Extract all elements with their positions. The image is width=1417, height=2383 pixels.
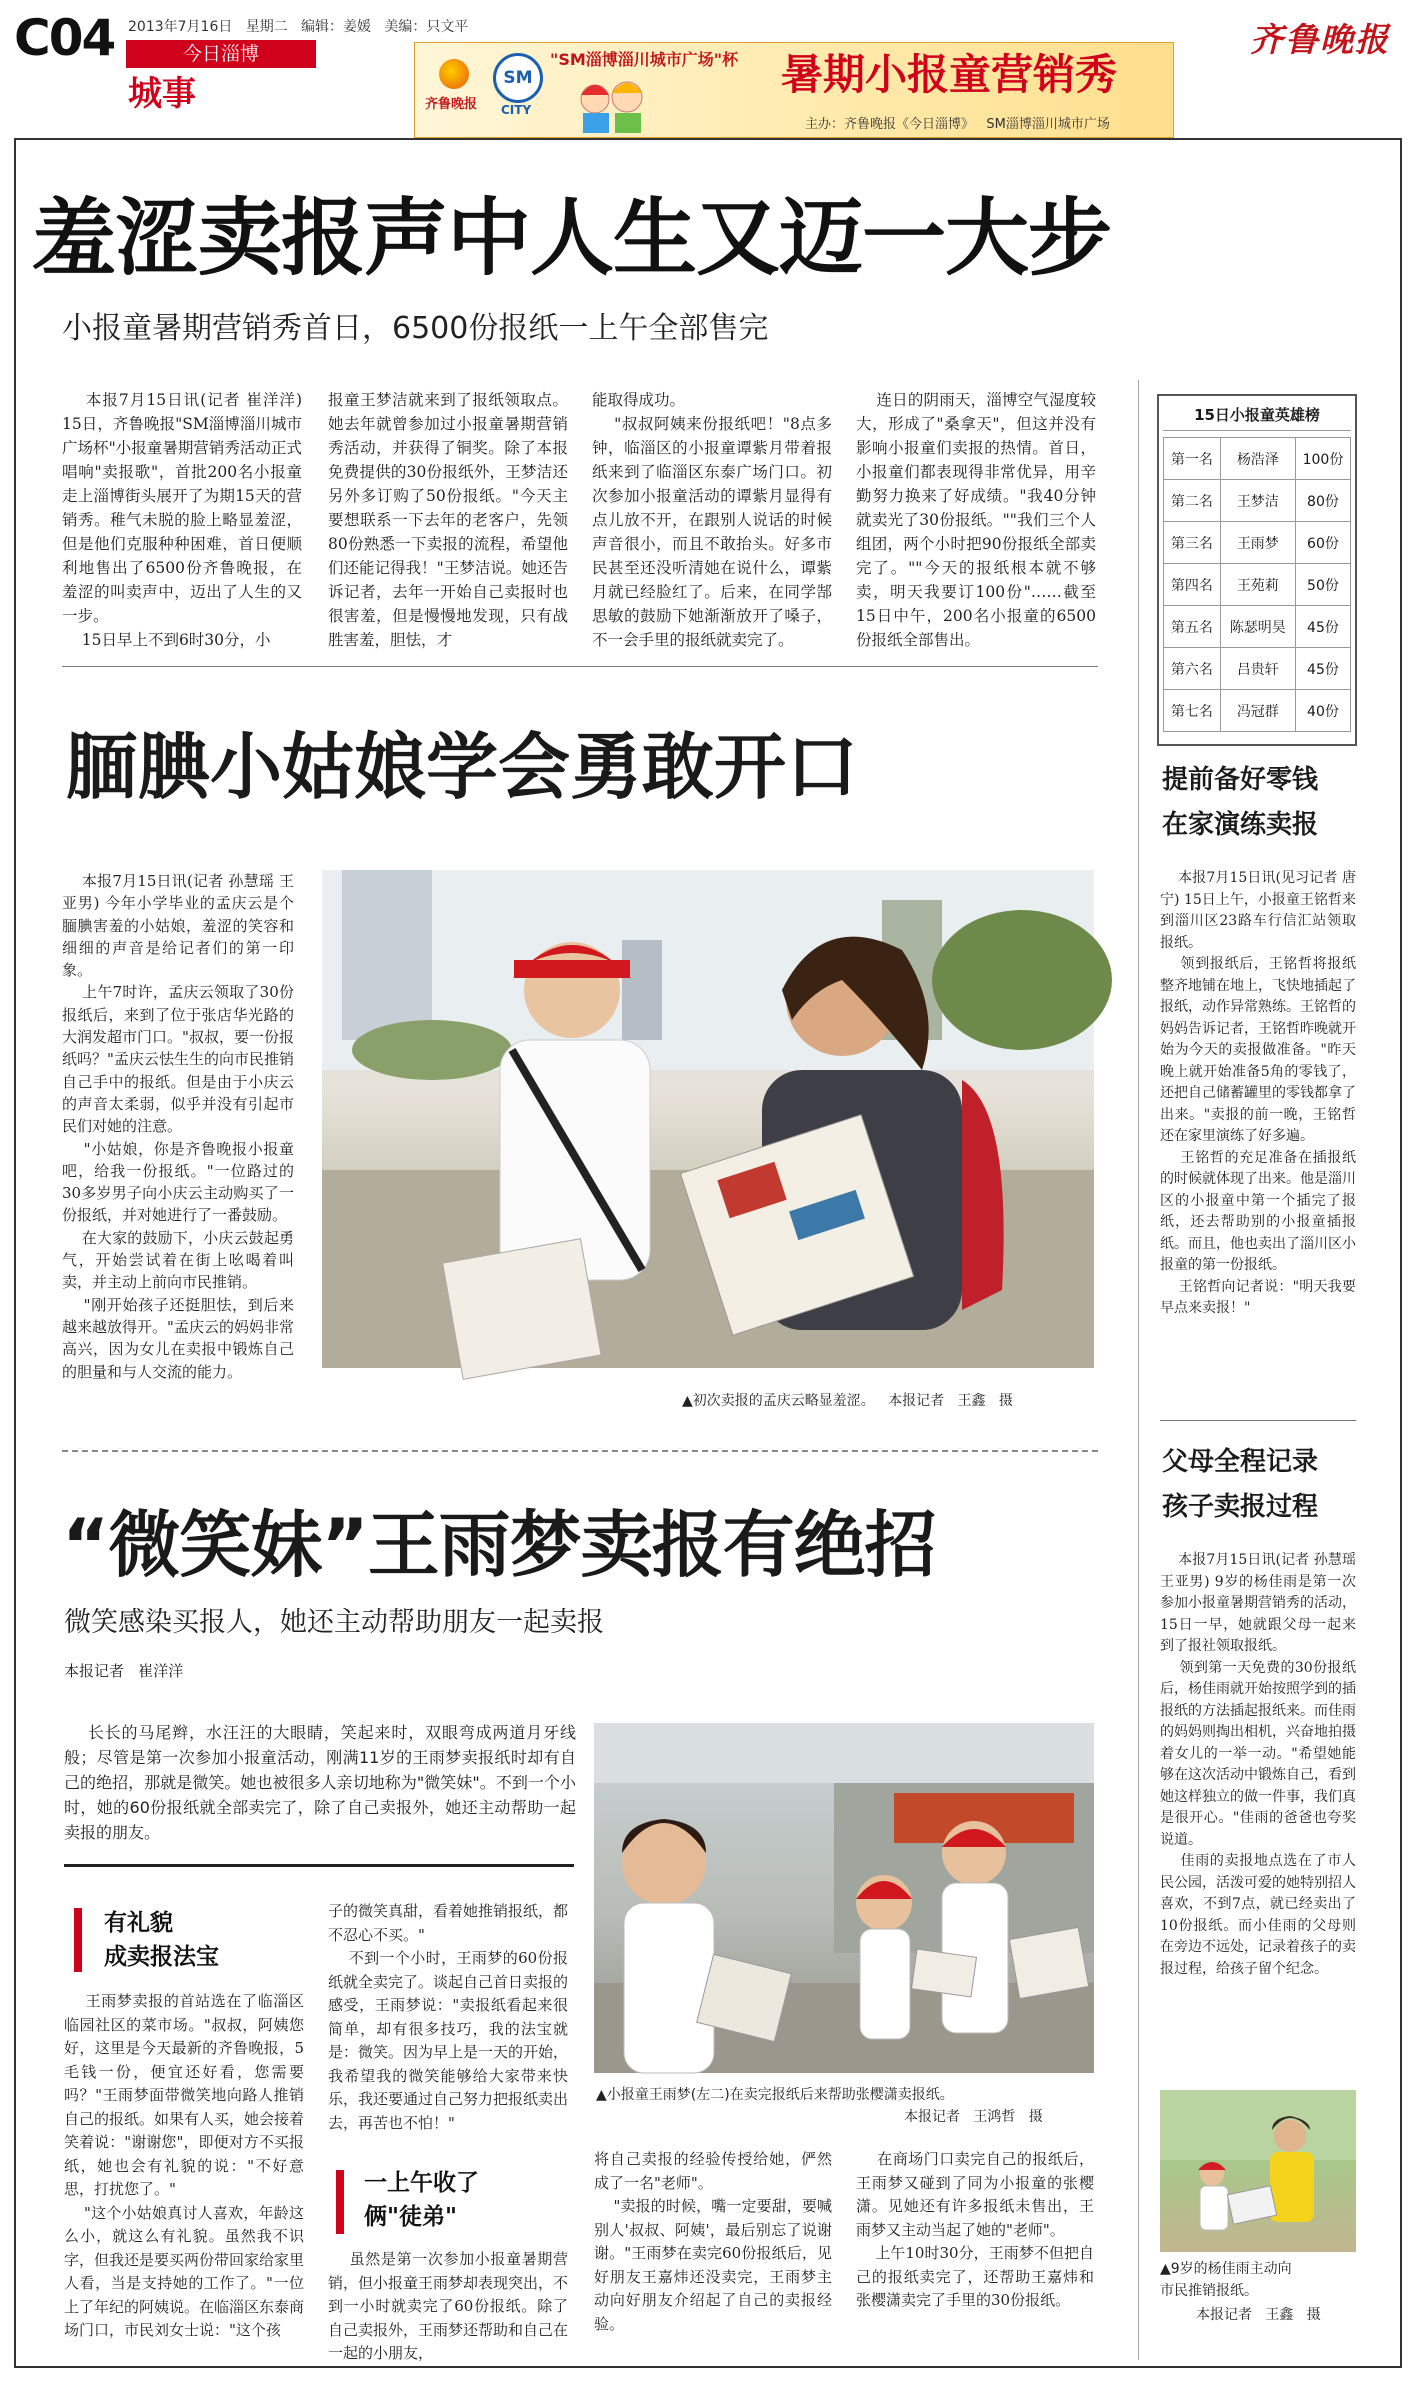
sm-logo — [493, 53, 543, 103]
sidebar2-photo — [1160, 2090, 1356, 2252]
ranking-count: 60份 — [1295, 522, 1350, 564]
ranking-count: 100份 — [1295, 438, 1350, 480]
sidebar2-photo-caption: ▲9岁的杨佳雨主动向 — [1160, 2261, 1292, 2277]
ranking-body — [1164, 438, 1351, 732]
ranking-count: 45份 — [1295, 648, 1350, 690]
article3-subhead: 成卖报法宝 — [104, 1944, 219, 1970]
article3-byline: 本报记者 崔洋洋 — [64, 1662, 184, 1680]
ranking-box — [1157, 394, 1357, 746]
ranking-row — [1164, 438, 1351, 480]
article3-photo-credit: 本报记者 王鸿哲 摄 — [904, 2109, 1043, 2125]
article1-column: 报童王梦洁就来到了报纸领取点。她去年就曾参加过小报童暑期营销秀活动，并获得了铜奖。除了本报免费提供的30份报纸外，王梦洁还另外多订购了50份报纸。"今天主要想联系一下去年的老客户，先领80份熟悉一下卖报的流程，希望他们还能记得我！"王梦洁说。她还告诉记者，去年一开始自己卖报时也很害羞，但是慢慢地发现，只有战胜害羞，胆怯，才 — [328, 391, 568, 649]
sm-logo-text: SM — [503, 68, 533, 88]
article2-photo — [322, 870, 1094, 1368]
ranking-name: 杨浩泽 — [1220, 438, 1295, 480]
ranking-count: 80份 — [1295, 480, 1350, 522]
article3-subheadline: 微笑感染买报人，她还主动帮助朋友一起卖报 — [64, 1607, 604, 1638]
ranking-name: 陈瑟明昊 — [1220, 606, 1295, 648]
banner-illustration — [565, 73, 665, 133]
banner-event-tag: "SM淄博淄川城市广场"杯 — [550, 50, 739, 69]
article3-column: 虽然是第一次参加小报童暑期营销，但小报童王雨梦却表现突出，不到一小时就卖完了60份报纸。除了自己卖报外，王雨梦还帮助和自己在一起的小朋友， — [328, 2250, 569, 2362]
article2-headline: 腼腆小姑娘学会勇敢开口 — [66, 725, 859, 809]
sidebar2-photo-caption: 市民推销报纸。 — [1160, 2283, 1258, 2299]
divider — [62, 1450, 1098, 1452]
swirl-icon — [439, 59, 469, 89]
ranking-row — [1164, 606, 1351, 648]
article1-subheadline: 小报童暑期营销秀首日，6500份报纸一上午全部售完 — [62, 311, 769, 346]
banner-left-logo — [425, 59, 485, 119]
divider — [62, 666, 1098, 667]
ranking-rank: 第二名 — [1164, 480, 1221, 522]
article3-photo — [594, 1723, 1094, 2073]
ranking-row — [1164, 522, 1351, 564]
article3-photo-caption: ▲小报童王雨梦(左二)在卖完报纸后来帮助张樱潇卖报纸。 — [596, 2087, 954, 2103]
ranking-row — [1164, 480, 1351, 522]
article2-photo-caption: ▲初次卖报的孟庆云略显羞涩。 本报记者 王鑫 摄 — [682, 1393, 1013, 1409]
article1-column: 能取得成功。 "叔叔阿姨来份报纸吧！"8点多钟，临淄区的小报童谭紫月带着报纸来到了临淄区东泰广场门口。初次参加小报童活动的谭紫月显得有点儿放不开，在跟别人说话的时候声音很小，而且不敢抬头。好多市民甚至还没听清她在说什么，谭紫月就已经脸红了。后来，在同学郜思敏的鼓励下她渐渐放开了嗓子，不一会手里的报纸就卖完了。 — [592, 391, 832, 649]
sidebar1-headline: 在家演练卖报 — [1162, 810, 1319, 840]
ranking-count: 45份 — [1295, 606, 1350, 648]
ranking-title: 15日小报童英雄榜 — [1163, 400, 1351, 431]
ranking-rank: 第七名 — [1164, 690, 1221, 732]
column-divider — [1138, 380, 1139, 2360]
banner-logo-text: 齐鲁晚报 — [425, 97, 478, 112]
article3-lead: 长长的马尾辫，水汪汪的大眼睛，笑起来时，双眼弯成两道月牙线般；尽管是第一次参加小报童活动，刚满11岁的王雨梦卖报纸时却有自己的绝招，那就是微笑。她也被很多人亲切地称为"微笑妹"。不到一个小时，她的60份报纸就全部卖完了，除了自己卖报外，她还主动帮助一起卖报的朋友。 — [64, 1723, 576, 1842]
section-name: 城事 — [128, 74, 196, 114]
sidebar2-body: 本报7月15日讯(记者 孙慧瑶 王亚男) 9岁的杨佳雨是第一次参加小报童暑期营销秀的活动，15日一早，她就跟父母一起来到了报社领取报纸。 领到第一天免费的30份报纸后，杨佳雨就开始按照学到的插报纸的方法插起报纸来。而佳雨的妈妈则掏出相机，兴奋地拍摄着女儿的一举一动。"希望她能够在这次活动中锻炼自己，看到她这样独立的做一件事，我们真是很开心。"佳雨的爸爸也夸奖说道。 佳雨的卖报地点选在了市人民公园，活泼可爱的她特别招人喜欢，不到7点，就已经卖出了10份报纸。而小佳雨的父母则在旁边不远处，记录着孩子的卖报过程，给孩子留个纪念。 — [1160, 1552, 1357, 1977]
sidebar1-headline: 提前备好零钱 — [1162, 765, 1319, 795]
article3-column: 子的微笑真甜，看着她推销报纸，都不忍心不买。" 不到一个小时，王雨梦的60份报纸就全卖完了。谈起自己首日卖报的感受，王雨梦说："卖报纸看起来很简单，却有很多技巧，我的法宝就是：微笑。因为早上是一天的开始，我希望我的微笑能够给大家带来快乐，我还要通过自己努力把报纸卖出去，再苦也不怕！" — [328, 1902, 569, 2132]
article3-column: 将自己卖报的经验传授给她，俨然成了一名"老师"。 "卖报的时候，嘴一定要甜，要喊别人'叔叔、阿姨'，最后别忘了说谢谢。"王雨梦在卖完60份报纸后，见好朋友王嘉炜还没卖完，王雨梦主动向好朋友介绍起了自己的卖报经验。 — [594, 2150, 832, 2333]
ranking-table — [1163, 437, 1351, 732]
divider — [1160, 1420, 1356, 1421]
ranking-count: 40份 — [1295, 690, 1350, 732]
event-banner — [414, 42, 1174, 138]
ranking-name: 王苑莉 — [1220, 564, 1295, 606]
ranking-name: 王梦洁 — [1220, 480, 1295, 522]
subhead-marker — [74, 1908, 82, 1972]
article1-column: 本报7月15日讯(记者 崔洋洋) 15日，齐鲁晚报"SM淄博淄川城市广场杯"小报童暑期营销秀活动正式唱响"卖报歌"，首批200名小报童走上淄博街头展开了为期15天的营销秀。稚气未脱的脸上略显羞涩，但是他们克服种种困难，首日便顺利地售出了6500份齐鲁晚报，在羞涩的叫卖声中，迈出了人生的又一步。 15日早上不到6时30分，小 — [62, 391, 302, 649]
article2-body: 本报7月15日讯(记者 孙慧瑶 王亚男) 今年小学毕业的孟庆云是个腼腆害羞的小姑娘，羞涩的笑容和细细的声音是给记者们的第一印象。 上午7时许，孟庆云领取了30份报纸后，来到了位于张店华光路的大润发超市门口。"叔叔，要一份报纸吗？"孟庆云怯生生的向市民推销自己手中的报纸。但是由于小庆云的声音太柔弱，似乎并没有引起市民们对她的注意。 "小姑娘，你是齐鲁晚报小报童吧，给我一份报纸。"一位路过的30多岁男子向小庆云主动购买了一份报纸，并对她进行了一番鼓励。 在大家的鼓励下，小庆云鼓起勇气，开始尝试着在街上吆喝着叫卖，并主动上前向市民推销。 "刚开始孩子还挺胆怯，到后来越来越放得开。"孟庆云的妈妈非常高兴，因为女儿在卖报中锻炼自己的胆量和与人交流的能力。 — [62, 872, 294, 1381]
ranking-name: 王雨梦 — [1220, 522, 1295, 564]
ranking-count: 50份 — [1295, 564, 1350, 606]
article3-subhead: 俩"徒弟" — [364, 2204, 457, 2230]
ranking-row — [1164, 648, 1351, 690]
newspaper-logo: 齐鲁晚报 — [1250, 20, 1390, 59]
ranking-row — [1164, 690, 1351, 732]
banner-organizer: 主办：齐鲁晚报《今日淄博》 SM淄博淄川城市广场 — [805, 117, 1110, 132]
subhead-marker — [336, 2170, 344, 2234]
ranking-rank: 第三名 — [1164, 522, 1221, 564]
ranking-rank: 第一名 — [1164, 438, 1221, 480]
article3-subhead: 有礼貌 — [104, 1910, 173, 1936]
ranking-rank: 第六名 — [1164, 648, 1221, 690]
article3-column: 在商场门口卖完自己的报纸后，王雨梦又碰到了同为小报童的张樱潇。见她还有许多报纸未售出，王雨梦又主动当起了她的"老师"。 上午10时30分，王雨梦不但把自己的报纸卖完了，还帮助王嘉炜和张樱潇卖完了手里的30份报纸。 — [856, 2150, 1094, 2309]
ranking-rank: 第四名 — [1164, 564, 1221, 606]
article1-headline: 羞涩卖报声中人生又迈一大步 — [32, 189, 1112, 287]
section-tag: 今日淄博 — [126, 40, 316, 68]
sidebar2-headline: 父母全程记录 — [1162, 1447, 1319, 1477]
article3-headline: “微笑妹”王雨梦卖报有绝招 — [62, 1503, 936, 1587]
ranking-name: 吕贵轩 — [1220, 648, 1295, 690]
ranking-name: 冯冠群 — [1220, 690, 1295, 732]
sm-city-text: CITY — [501, 103, 532, 117]
article3-subhead: 一上午收了 — [364, 2170, 479, 2196]
sidebar2-photo-credit: 本报记者 王鑫 摄 — [1196, 2307, 1321, 2323]
divider — [64, 1864, 574, 1867]
sidebar2-headline: 孩子卖报过程 — [1162, 1492, 1319, 1522]
ranking-rank: 第五名 — [1164, 606, 1221, 648]
article3-column: 王雨梦卖报的首站选在了临淄区临园社区的菜市场。"叔叔，阿姨您好，这里是今天最新的齐鲁晚报，5毛钱一份，便宜还好看，您需要吗？"王雨梦面带微笑地向路人推销自己的报纸。如果有人买，她会接着笑着说："谢谢您"，即便对方不买报纸，她也会有礼貌的说："不好意思，打扰您了。" "这个小姑娘真讨人喜欢，年龄这么小，就这么有礼貌。虽然我不识字，但我还是要买两份带回家给家里人看，当是支持她的工作了。"一位上了年纪的阿姨说。在临淄区东泰商场门口，市民刘女士说："这个孩 — [64, 1992, 305, 2339]
ranking-row — [1164, 564, 1351, 606]
page-number: C04 — [14, 9, 115, 67]
date-line: 2013年7月16日 星期二 编辑：姜媛 美编：只文平 — [128, 19, 469, 35]
article1-column: 连日的阴雨天，淄博空气湿度较大，形成了"桑拿天"，但这并没有影响小报童们卖报的热情。首日，小报童们都表现得非常优异，用辛勤努力换来了好成绩。"我40分钟就卖光了30份报纸。""我们三个人组团，两个小时把90份报纸全部卖完了。""今天的报纸根本就不够卖，明天我要订100份"……截至15日中午，200名小报童的6500份报纸全部售出。 — [856, 391, 1096, 649]
banner-event-title: 暑期小报童营销秀 — [781, 50, 1118, 99]
sidebar1-body: 本报7月15日讯(见习记者 唐宁) 15日上午，小报童王铭哲来到淄川区23路车行信汇站领取报纸。 领到报纸后，王铭哲将报纸整齐地铺在地上，飞快地插起了报纸，动作异常熟练。王铭哲的妈妈告诉记者，王铭哲昨晚就开始为今天的卖报做准备。"昨天晚上就开始准备5角的零钱了，还把自己储蓄罐里的零钱都拿了出来。"卖报的前一晚，王铭哲还在家里演练了好多遍。 王铭哲的充足准备在插报纸的时候就体现了出来。他是淄川区的小报童中第一个插完了报纸，还去帮助别的小报童插报纸。而且，他也卖出了淄川区小报童的第一份报纸。 王铭哲向记者说："明天我要早点来卖报！" — [1160, 870, 1357, 1316]
